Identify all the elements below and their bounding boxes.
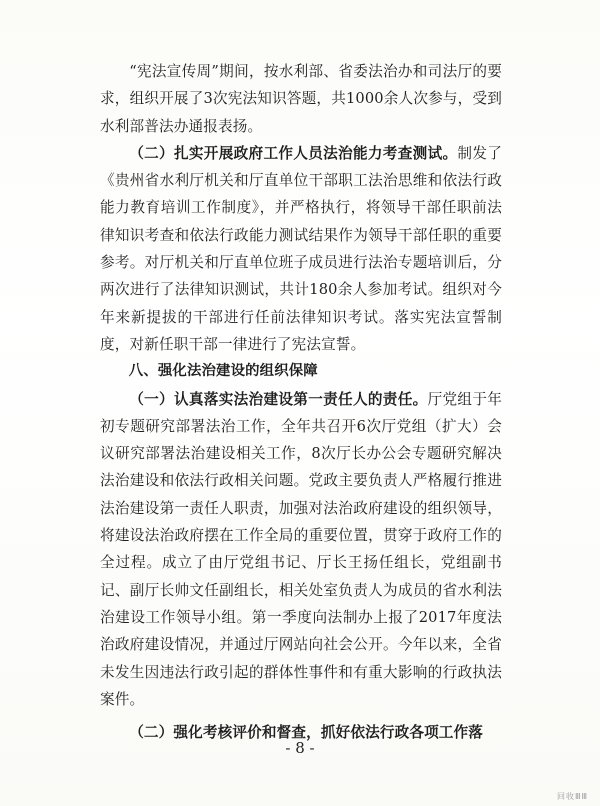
paragraph-text: 厅党组于年初专题研究部署法治工作，全年共召开6次厅党组（扩大）会议研究部署法治建设相关工作，8次厅长办公会专题研究解决法治建设和依法行政相关问题。党政主要负责人严格履行推进法治建设第一责任人职责，加强对法治政府建设的组织领导，将建设法治政府摆在工作全局的重要位置，贯穿于政府工作的全过程。成立了由厅党组书记、厅长王扬任组长，党组副书记、副厅长帅文任副组长，相关处室负责人为成员的省水利法治建设工作领导小组。第一季度向法制办上报了2017年度法治政府建设情况，并通过厅网站向社会公开。今年以来，全省未发生因违法行政引起的群体性事件和有重大影响的行政执法案件。 <box>100 390 502 708</box>
page-number: - 8 - <box>285 739 315 757</box>
corner-stamp-mark: 回收ⅢⅢ <box>556 792 588 801</box>
paragraph-constitution-week <box>100 58 502 140</box>
section-heading-eight <box>100 358 502 385</box>
document-body <box>100 58 502 746</box>
paragraph-text: 制发了《贵州省水利厅机关和厅直单位干部职工法治思维和依法行政能力教育培训工作制度》，并严格执行，将领导干部任职前法律知识考查和依法行政能力测试结果作为领导干部任职的重要参考。对厅机关和厅直单位班子成员进行法治专题培训后，分两次进行了法律知识测试，共计180余人参加考试。组织对今年来新提拔的干部进行任前法律知识考试。落实宪法宣誓制度，对新任职干部一律进行了宪法宣誓。 <box>100 144 502 353</box>
paragraph-lead-heading: （一）认真落实法治建设第一责任人的责任。 <box>129 390 428 408</box>
paragraph-first-responsible-person <box>100 386 502 714</box>
paragraph-text: “宪法宣传周”期间，按水利部、省委法治办和司法厅的要求，组织开展了3次宪法知识答题，共1000余人次参与，受到水利部普法办通报表扬。 <box>100 63 502 135</box>
paragraph-legal-capability-test <box>100 140 502 358</box>
section-heading-text: 八、强化法治建设的组织保障 <box>128 363 318 380</box>
paragraph-lead-heading: （二）强化考核评价和督查，抓好依法行政各项工作落 <box>129 724 484 742</box>
paragraph-lead-heading: （二）扎实开展政府工作人员法治能力考查测试。 <box>129 144 458 162</box>
